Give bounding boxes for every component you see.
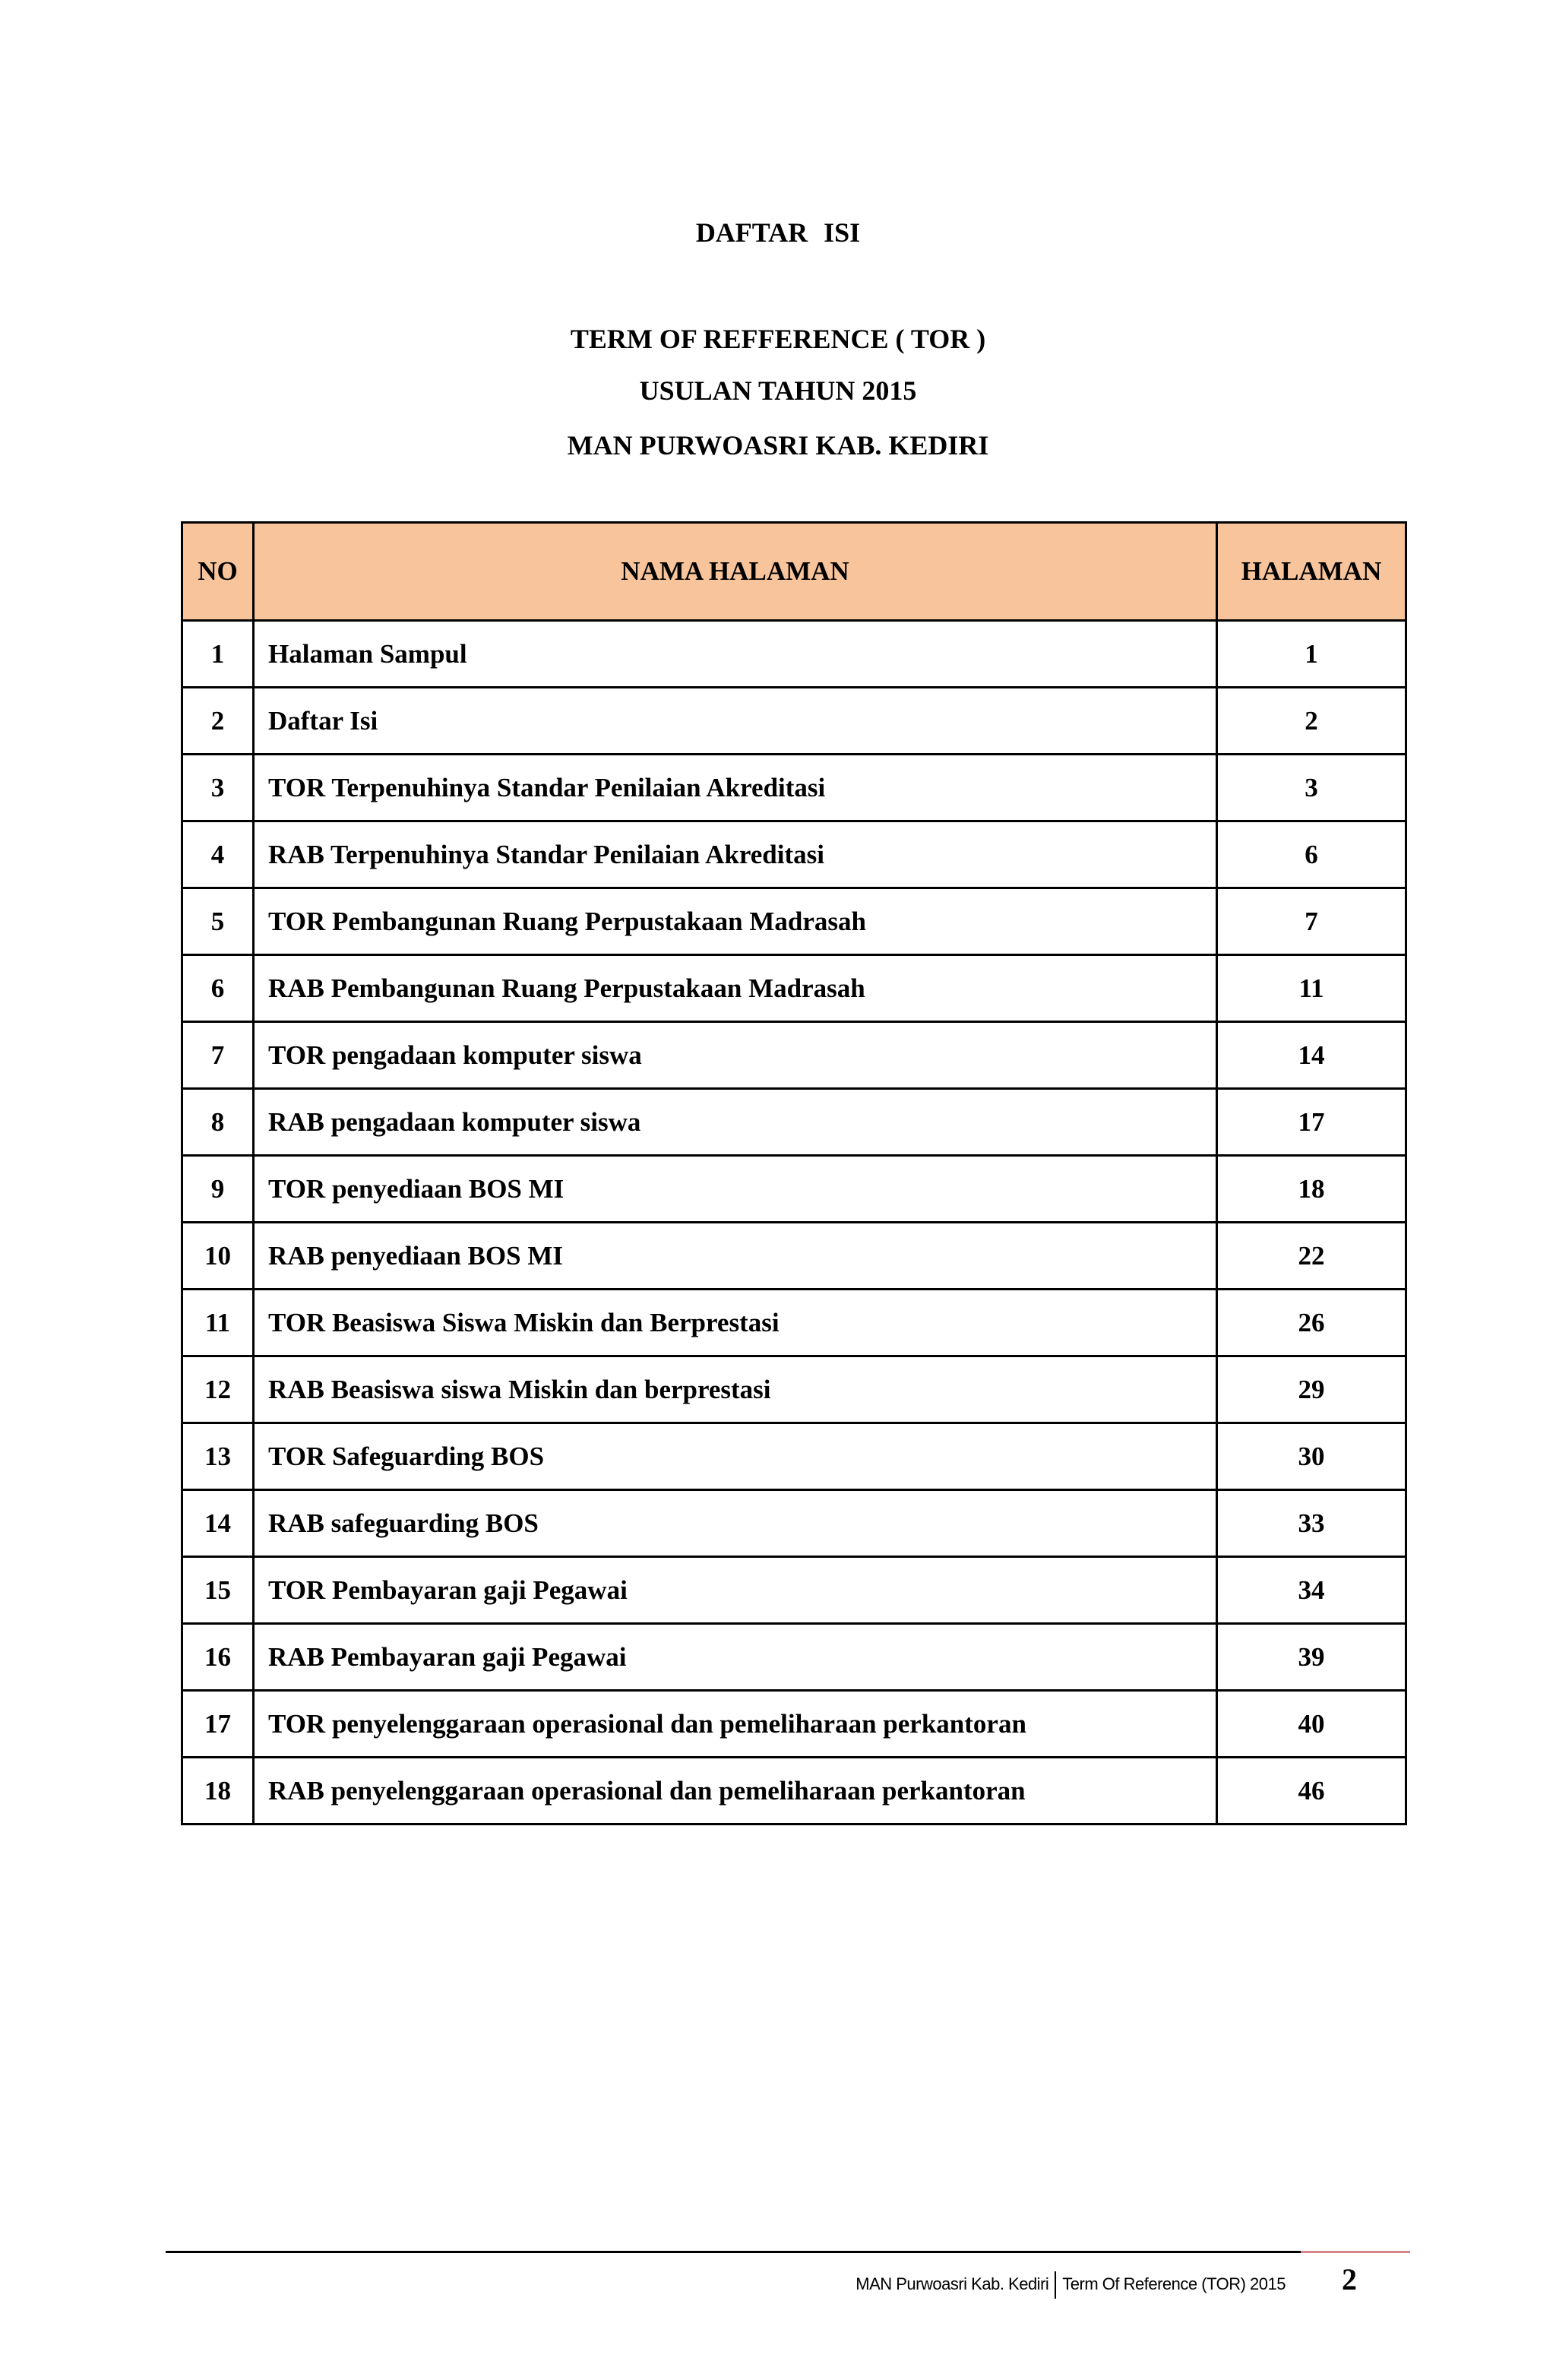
column-header-no: NO	[182, 523, 254, 621]
row-title: TOR penyelenggaraan operasional dan pemeliharaan perkantoran	[254, 1691, 1217, 1758]
row-number: 9	[182, 1156, 254, 1223]
row-number: 18	[182, 1758, 254, 1825]
row-number: 6	[182, 955, 254, 1022]
row-title: RAB Pembayaran gaji Pegawai	[254, 1624, 1217, 1691]
row-page: 26	[1217, 1290, 1406, 1356]
row-page: 2	[1217, 688, 1406, 755]
row-title: Daftar Isi	[254, 688, 1217, 755]
table-row	[182, 888, 1406, 955]
table-row	[182, 1356, 1406, 1423]
document-year: USULAN TAHUN 2015	[639, 375, 917, 406]
row-page: 18	[1217, 1156, 1406, 1223]
row-number: 12	[182, 1356, 254, 1423]
table-row	[182, 1156, 1406, 1223]
row-page: 14	[1217, 1022, 1406, 1089]
table-row	[182, 1490, 1406, 1557]
row-title: RAB penyelenggaraan operasional dan pemeliharaan perkantoran	[254, 1758, 1217, 1825]
row-page: 46	[1217, 1758, 1406, 1825]
page-number: 2	[1342, 2262, 1357, 2296]
row-title: RAB safeguarding BOS	[254, 1490, 1217, 1557]
row-number: 16	[182, 1624, 254, 1691]
row-title: TOR Beasiswa Siswa Miskin dan Berprestasi	[254, 1290, 1217, 1356]
row-number: 15	[182, 1557, 254, 1624]
row-title: TOR Safeguarding BOS	[254, 1423, 1217, 1490]
row-title: TOR pengadaan komputer siswa	[254, 1022, 1217, 1089]
row-number: 14	[182, 1490, 254, 1557]
table-row	[182, 955, 1406, 1022]
table-row	[182, 1223, 1406, 1290]
row-title: TOR Pembayaran gaji Pegawai	[254, 1557, 1217, 1624]
row-title: RAB penyediaan BOS MI	[254, 1223, 1217, 1290]
institution-name: MAN PURWOASRI KAB. KEDIRI	[567, 430, 989, 460]
row-number: 11	[182, 1290, 254, 1356]
table-row	[182, 1089, 1406, 1156]
row-page: 34	[1217, 1557, 1406, 1624]
row-title: TOR penyediaan BOS MI	[254, 1156, 1217, 1223]
row-number: 4	[182, 821, 254, 888]
document-subtitle: TERM OF REFFERENCE ( TOR )	[570, 324, 986, 354]
row-title: RAB Terpenuhinya Standar Penilaian Akreditasi	[254, 821, 1217, 888]
page-footer	[855, 2269, 1286, 2299]
row-page: 11	[1217, 955, 1406, 1022]
row-title: RAB Beasiswa siswa Miskin dan berprestasi	[254, 1356, 1217, 1423]
table-row	[182, 1624, 1406, 1691]
table-of-contents	[181, 521, 1407, 1825]
table-row	[182, 1423, 1406, 1490]
table-row	[182, 1758, 1406, 1825]
row-number: 17	[182, 1691, 254, 1758]
row-number: 2	[182, 688, 254, 755]
row-page: 40	[1217, 1691, 1406, 1758]
row-number: 7	[182, 1022, 254, 1089]
row-title: TOR Terpenuhinya Standar Penilaian Akreditasi	[254, 755, 1217, 821]
column-header-name: NAMA HALAMAN	[254, 523, 1217, 621]
row-page: 33	[1217, 1490, 1406, 1557]
row-page: 29	[1217, 1356, 1406, 1423]
row-number: 8	[182, 1089, 254, 1156]
footer-divider	[166, 2251, 1301, 2253]
table-row	[182, 621, 1406, 688]
table-header-row	[182, 523, 1406, 621]
row-number: 10	[182, 1223, 254, 1290]
table-row	[182, 1557, 1406, 1624]
row-page: 22	[1217, 1223, 1406, 1290]
row-number: 1	[182, 621, 254, 688]
table-body	[182, 621, 1406, 1825]
footer-document-name: Term Of Reference (TOR) 2015	[1062, 2274, 1286, 2293]
row-page: 39	[1217, 1624, 1406, 1691]
row-number: 3	[182, 755, 254, 821]
table-row	[182, 1691, 1406, 1758]
column-header-page: HALAMAN	[1217, 523, 1406, 621]
row-number: 13	[182, 1423, 254, 1490]
row-title: RAB Pembangunan Ruang Perpustakaan Madrasah	[254, 955, 1217, 1022]
row-page: 30	[1217, 1423, 1406, 1490]
row-number: 5	[182, 888, 254, 955]
row-page: 1	[1217, 621, 1406, 688]
row-page: 7	[1217, 888, 1406, 955]
table-row	[182, 1022, 1406, 1089]
row-page: 17	[1217, 1089, 1406, 1156]
table-row	[182, 821, 1406, 888]
row-page: 3	[1217, 755, 1406, 821]
page-title: DAFTAR ISI	[695, 217, 861, 248]
footer-accent-divider	[1301, 2251, 1410, 2253]
table-row	[182, 755, 1406, 821]
row-title: Halaman Sampul	[254, 621, 1217, 688]
row-page: 6	[1217, 821, 1406, 888]
footer-separator	[1055, 2271, 1056, 2299]
row-title: RAB pengadaan komputer siswa	[254, 1089, 1217, 1156]
footer-institution: MAN Purwoasri Kab. Kediri	[855, 2274, 1049, 2293]
table-row	[182, 1290, 1406, 1356]
table-row	[182, 688, 1406, 755]
row-title: TOR Pembangunan Ruang Perpustakaan Madrasah	[254, 888, 1217, 955]
